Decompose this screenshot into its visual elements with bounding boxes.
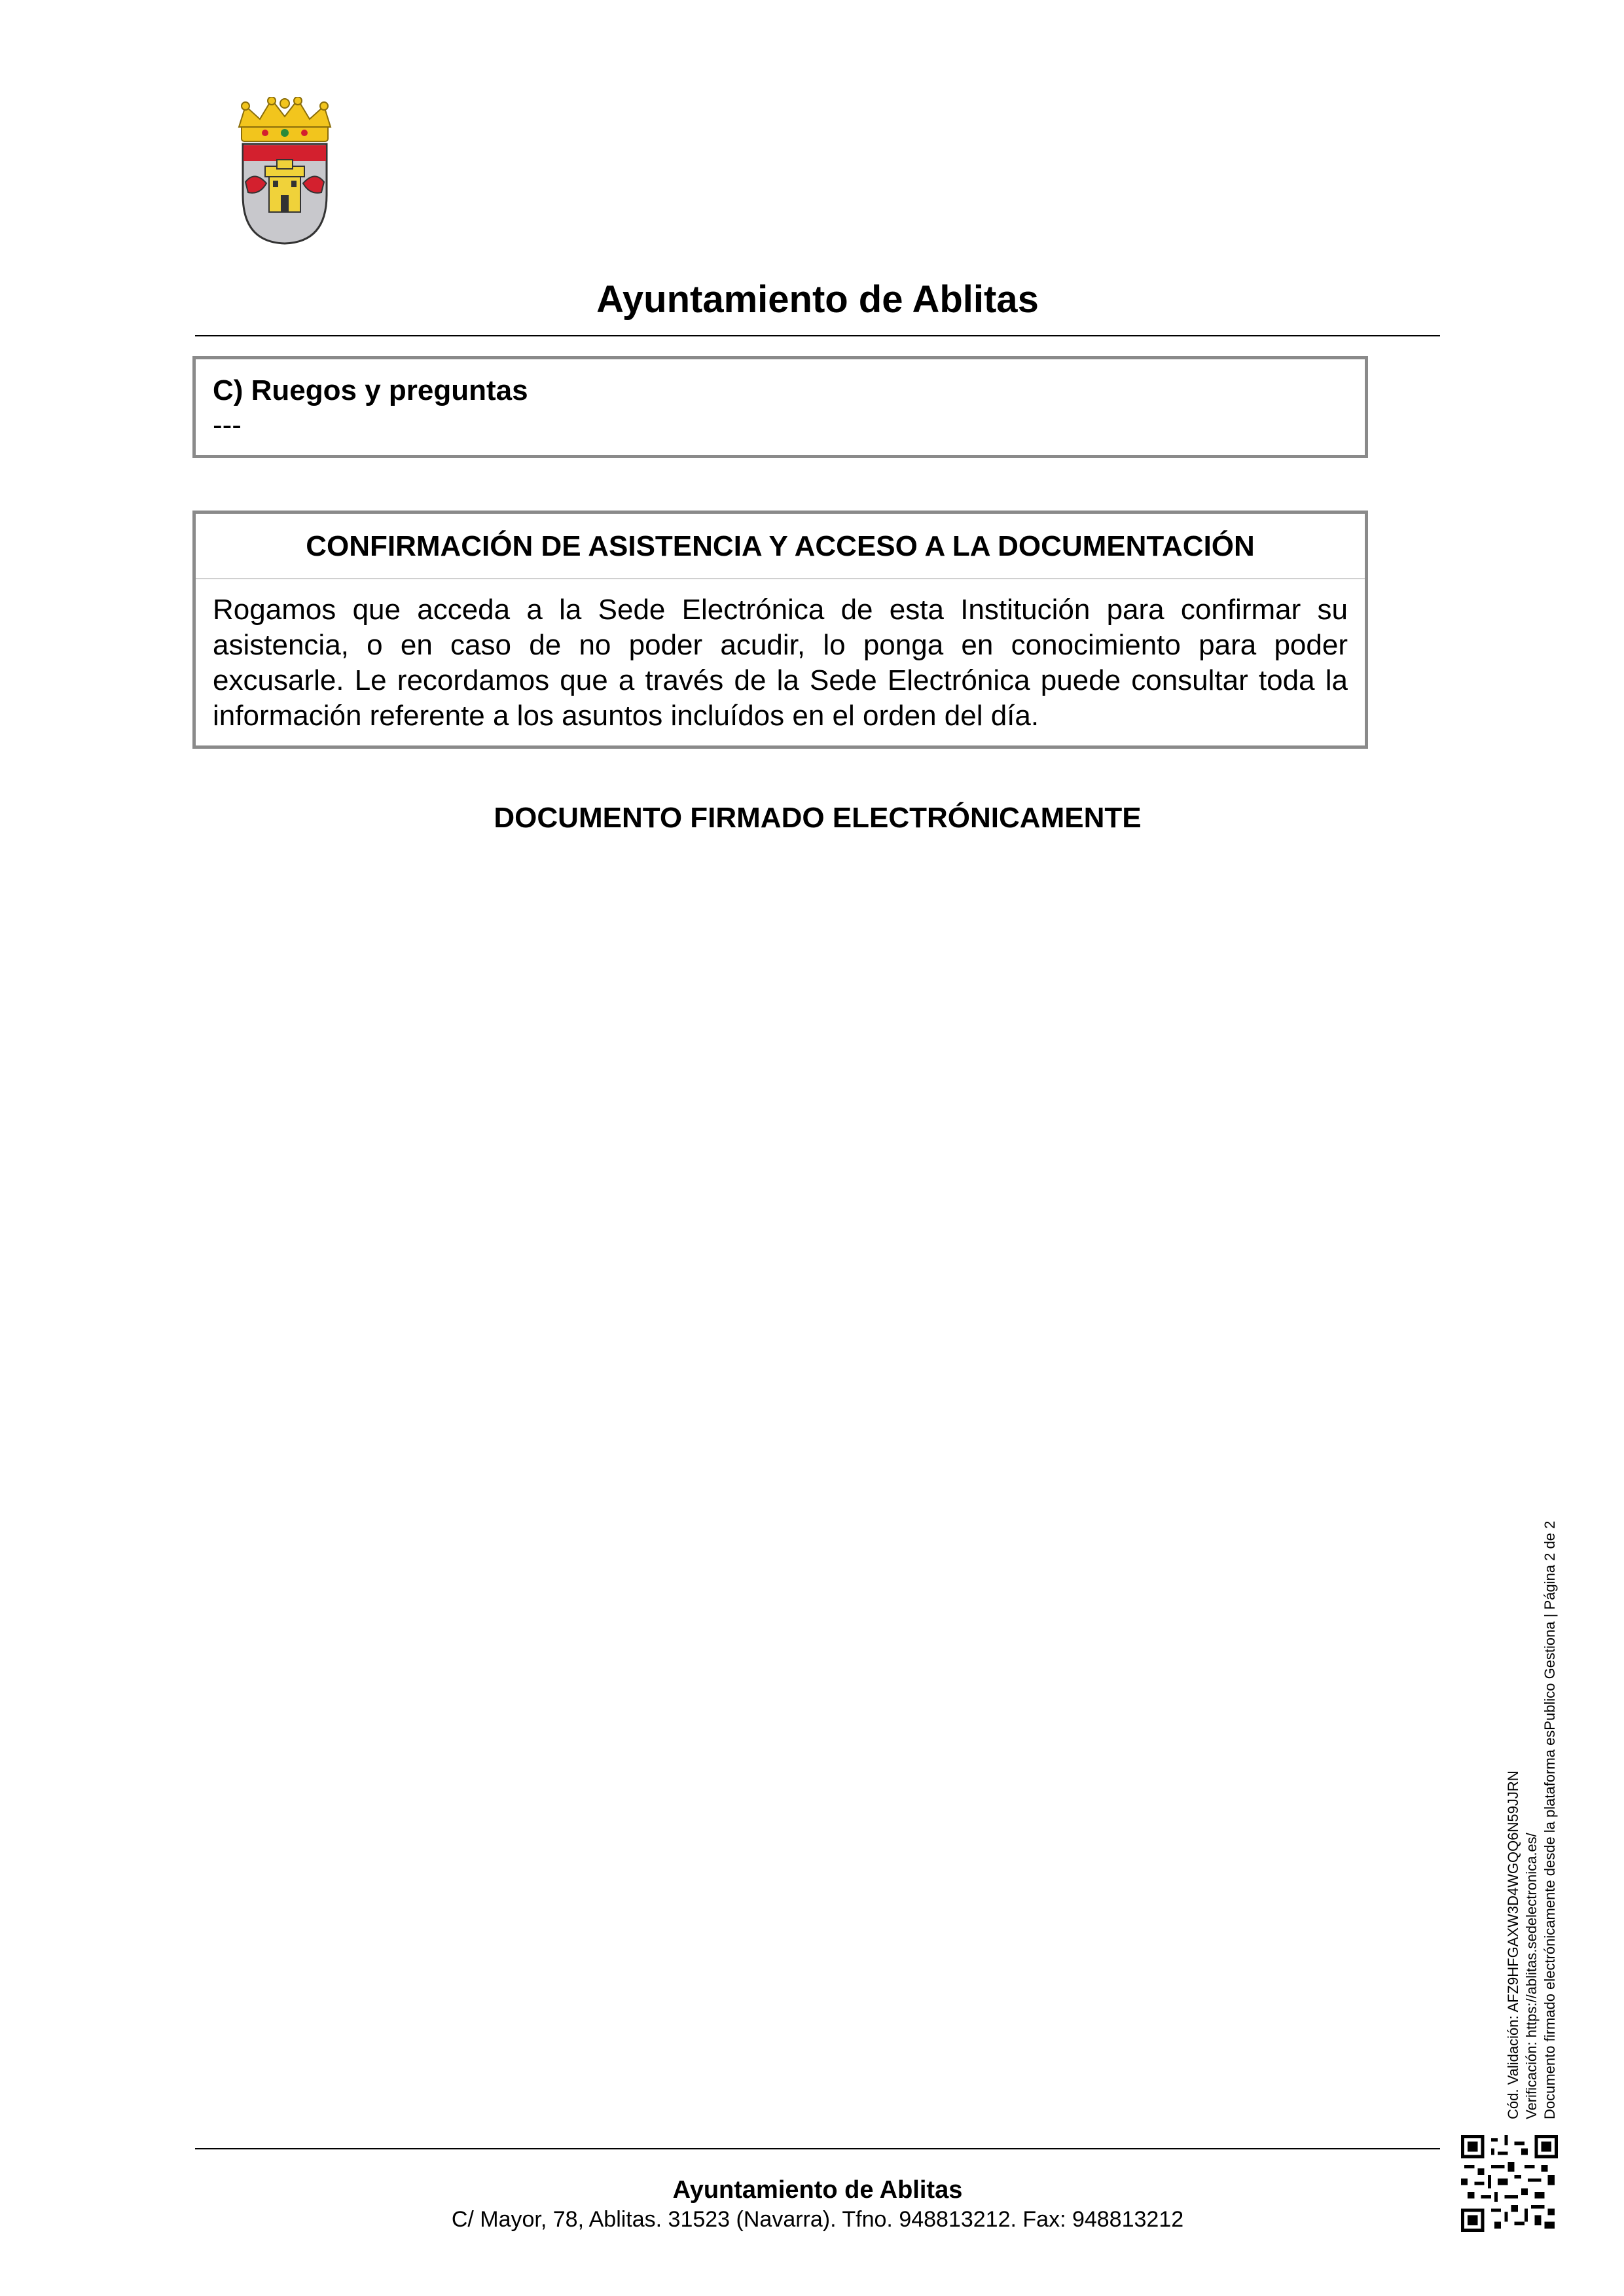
footer-name: Ayuntamiento de Ablitas	[672, 2176, 963, 2204]
footer-divider	[195, 2148, 1440, 2149]
ruegos-title: C) Ruegos y preguntas	[213, 374, 528, 406]
platform-notice: Documento firmado electrónicamente desde la plataforma esPublico Gestiona | Página 2 de 2	[1542, 1520, 1558, 2119]
qr-code	[1461, 2135, 1558, 2232]
verification-sidebar	[1504, 1432, 1559, 2119]
confirmation-text: Rogamos que acceda a la Sede Electrónica de esta Institución para confirmar su asistencia, o en caso de no poder acudir, lo ponga en conocimiento para poder excusarle. Le recordamos que a través de la Sede Electrónica puede consultar toda la información referente a los asuntos incluídos en el orden del día.	[213, 594, 1348, 732]
footer-address: C/ Mayor, 78, Ablitas. 31523 (Navarra). Tfno. 948813212. Fax: 948813212	[451, 2207, 1184, 2232]
validation-code: Cód. Validación: AFZ9HFGAXW3D4WGQQ6N59JJRN	[1505, 1770, 1521, 2119]
ruegos-text: ---	[213, 409, 242, 441]
page-header-title: Ayuntamiento de Ablitas	[596, 278, 1039, 321]
verification-url: Verificación: https://ablitas.sedelectronica.es/	[1523, 1833, 1540, 2119]
header-divider	[195, 335, 1440, 336]
coat-of-arms-logo	[226, 97, 344, 246]
signed-notice: DOCUMENTO FIRMADO ELECTRÓNICAMENTE	[494, 802, 1142, 834]
ruegos-section	[192, 356, 1368, 458]
confirmation-title: CONFIRMACIÓN DE ASISTENCIA Y ACCESO A LA DOCUMENTACIÓN	[196, 514, 1365, 579]
confirmation-section	[192, 511, 1368, 749]
